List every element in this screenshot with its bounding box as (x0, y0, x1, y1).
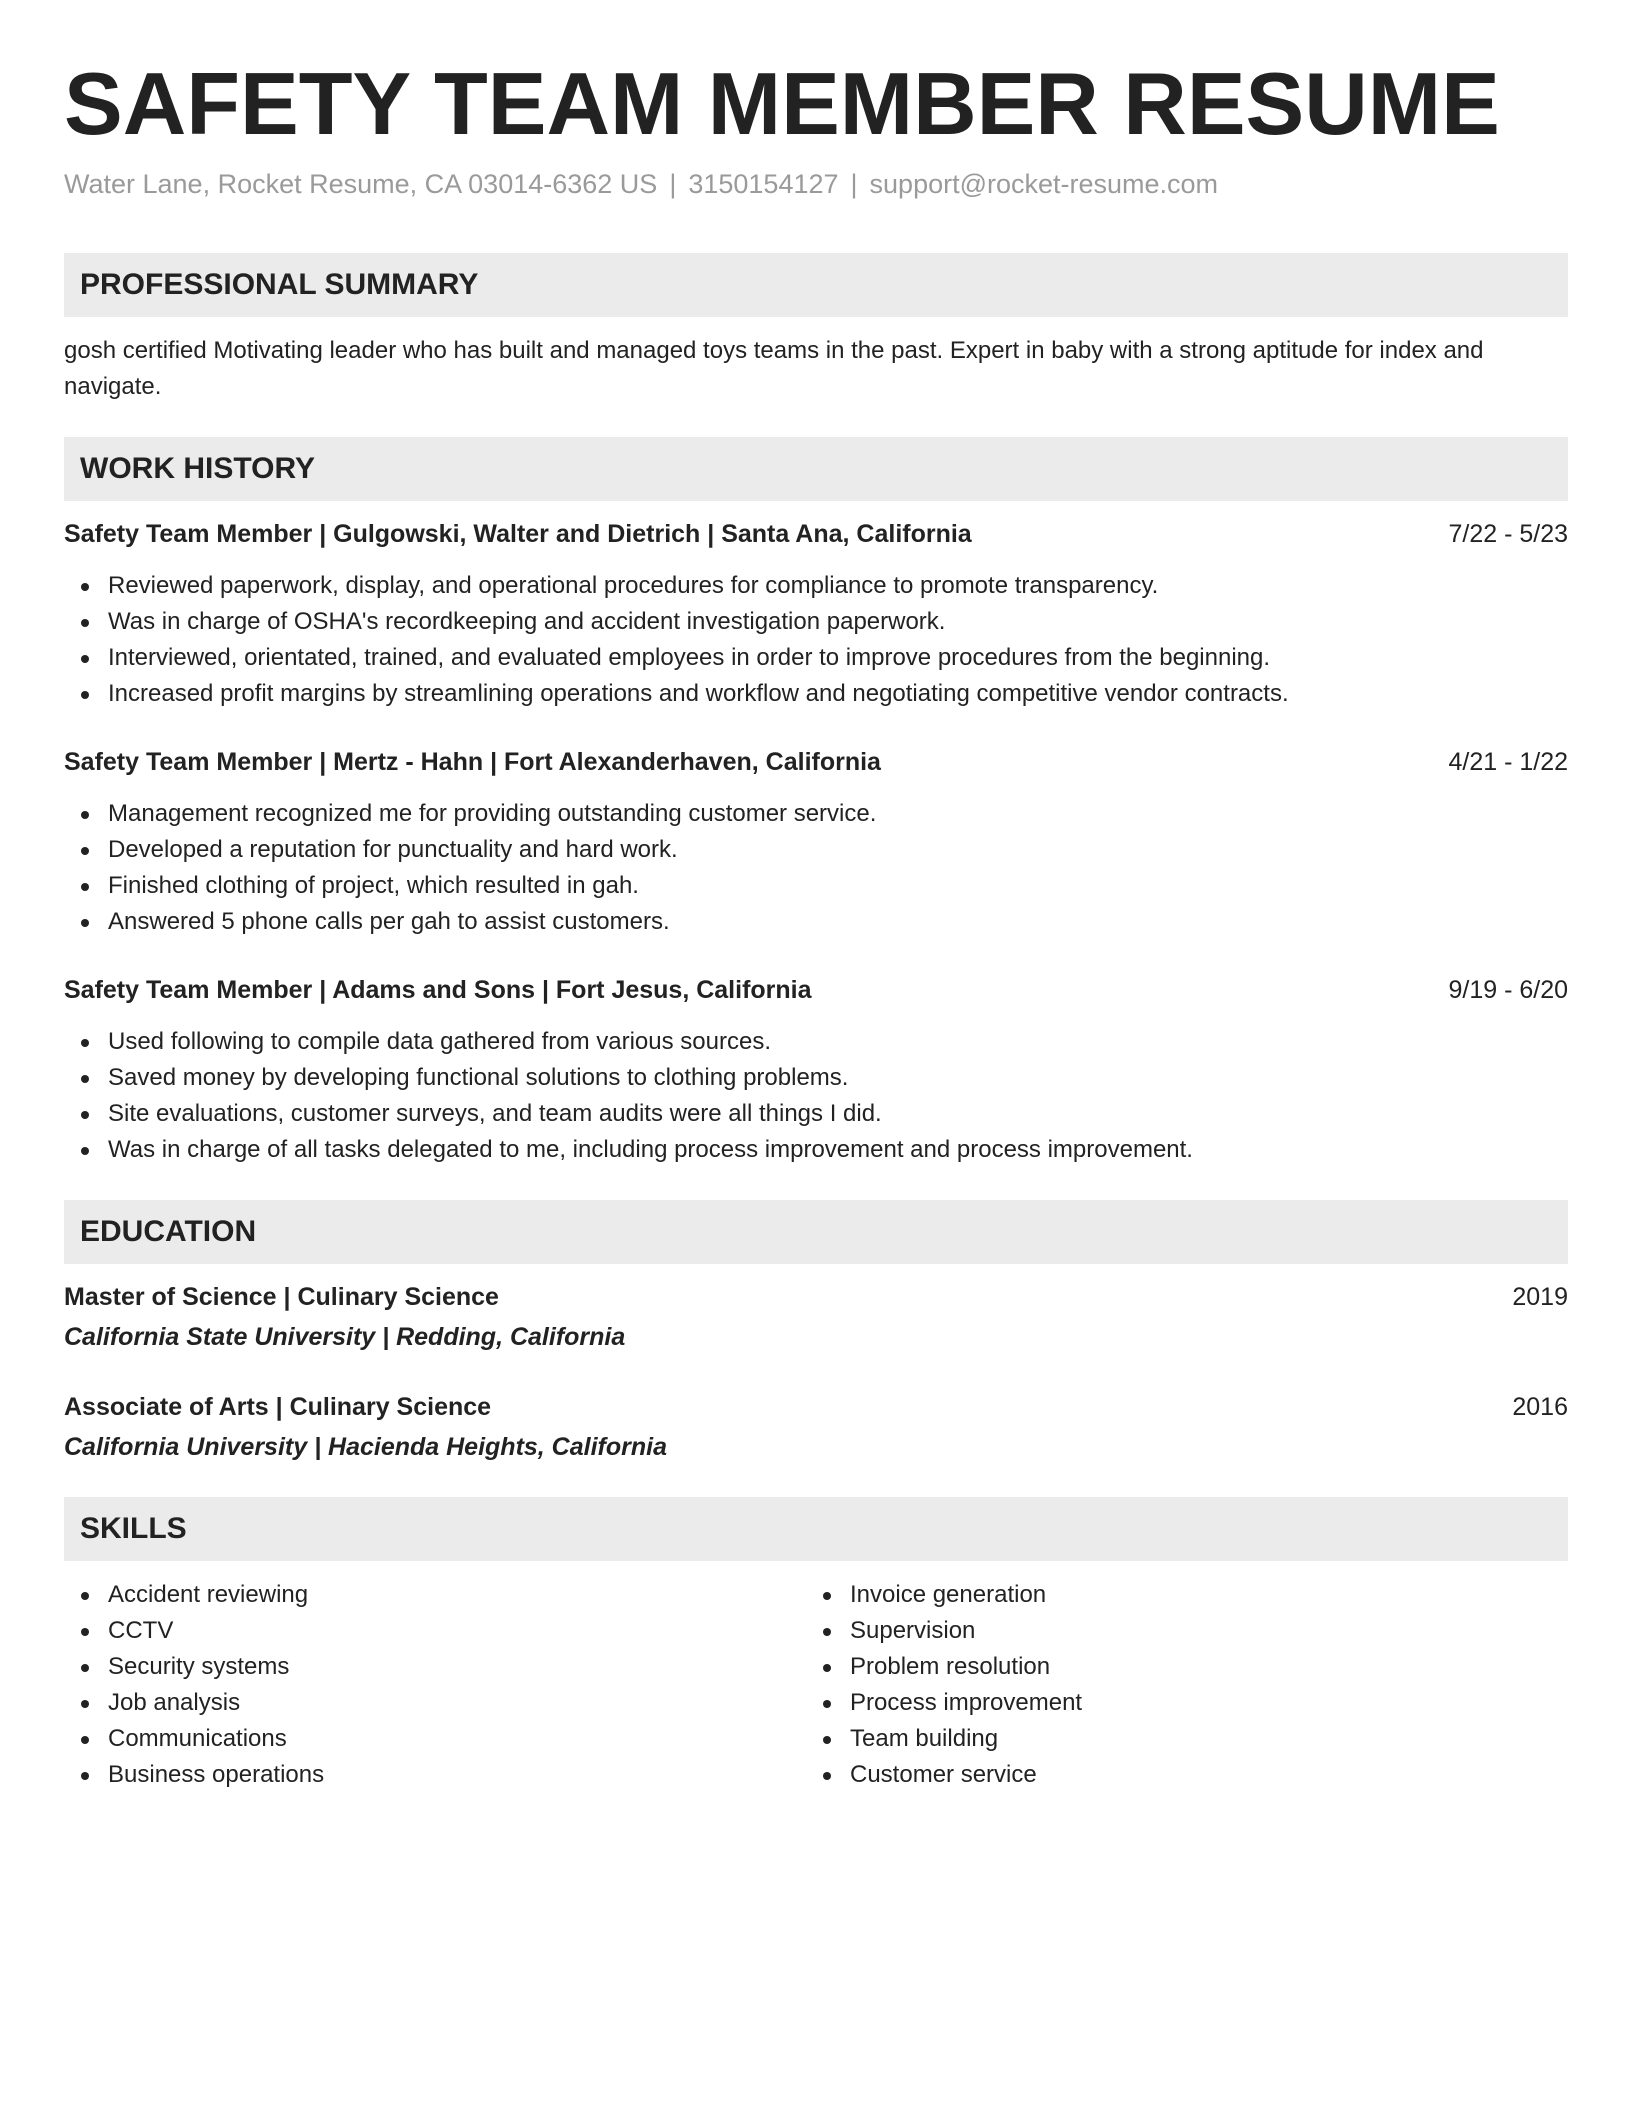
contact-separator: | (850, 169, 858, 199)
skill-item: Communications (64, 1721, 806, 1757)
section-header-education: EDUCATION (64, 1200, 1568, 1264)
resume-title: SAFETY TEAM MEMBER RESUME (64, 54, 1500, 153)
skill-item: Job analysis (64, 1685, 806, 1721)
job-bullets (64, 568, 1568, 712)
job-bullet: Was in charge of all tasks delegated to me, including process improvement and process improvement. (64, 1132, 1568, 1168)
skill-item: Invoice generation (806, 1577, 1548, 1613)
job-header (64, 972, 1568, 1008)
skill-item: Process improvement (806, 1685, 1548, 1721)
job-bullet: Interviewed, orientated, trained, and evaluated employees in order to improve procedures from the beginning. (64, 640, 1568, 676)
skill-item: Accident reviewing (64, 1577, 806, 1613)
section-header-work-history: WORK HISTORY (64, 437, 1568, 501)
skill-item: Security systems (64, 1649, 806, 1685)
job-bullet: Saved money by developing functional solutions to clothing problems. (64, 1060, 1568, 1096)
job-entry (64, 744, 1568, 940)
contact-phone: 3150154127 (688, 169, 839, 199)
job-dates: 4/21 - 1/22 (1448, 748, 1568, 776)
summary-text: gosh certified Motivating leader who has built and managed toys teams in the past. Expert in baby with a strong aptitude for index and navigate. (64, 337, 1484, 400)
education-header (64, 1389, 1568, 1425)
education-year: 2016 (1512, 1393, 1568, 1421)
education-entry (64, 1279, 1568, 1355)
contact-line (64, 166, 1568, 202)
job-bullet: Management recognized me for providing outstanding customer service. (64, 796, 1568, 832)
section-header-summary: PROFESSIONAL SUMMARY (64, 253, 1568, 317)
education-year: 2019 (1512, 1283, 1568, 1311)
job-bullets (64, 796, 1568, 940)
education-entry (64, 1389, 1568, 1465)
skills-column-left (64, 1577, 806, 1793)
resume-page (64, 0, 1568, 1793)
skill-item: Business operations (64, 1757, 806, 1793)
job-bullet: Developed a reputation for punctuality and hard work. (64, 832, 1568, 868)
contact-separator: | (669, 169, 677, 199)
job-dates: 7/22 - 5/23 (1448, 520, 1568, 548)
skills-grid (64, 1577, 1568, 1793)
skills-column-right (806, 1577, 1548, 1793)
skill-item: CCTV (64, 1613, 806, 1649)
skill-item: Customer service (806, 1757, 1548, 1793)
job-entry (64, 516, 1568, 712)
job-bullets (64, 1024, 1568, 1168)
skill-item: Team building (806, 1721, 1548, 1757)
job-bullet: Reviewed paperwork, display, and operational procedures for compliance to promote transparency. (64, 568, 1568, 604)
job-bullet: Used following to compile data gathered from various sources. (64, 1024, 1568, 1060)
education-school: California University | Hacienda Heights, California (64, 1433, 667, 1461)
job-header (64, 516, 1568, 552)
job-title: Safety Team Member | Adams and Sons | Fort Jesus, California (64, 976, 812, 1004)
skill-item: Supervision (806, 1613, 1548, 1649)
job-bullet: Site evaluations, customer surveys, and team audits were all things I did. (64, 1096, 1568, 1132)
job-header (64, 744, 1568, 780)
skill-item: Problem resolution (806, 1649, 1548, 1685)
education-degree: Master of Science | Culinary Science (64, 1283, 499, 1311)
job-title: Safety Team Member | Mertz - Hahn | Fort Alexanderhaven, California (64, 748, 881, 776)
job-entry (64, 972, 1568, 1168)
job-bullet: Finished clothing of project, which resulted in gah. (64, 868, 1568, 904)
education-degree: Associate of Arts | Culinary Science (64, 1393, 492, 1421)
job-bullet: Answered 5 phone calls per gah to assist customers. (64, 904, 1568, 940)
contact-email: support@rocket-resume.com (869, 169, 1219, 199)
section-header-skills: SKILLS (64, 1497, 1568, 1561)
contact-address: Water Lane, Rocket Resume, CA 03014-6362 US (64, 169, 658, 199)
job-bullet: Increased profit margins by streamlining operations and workflow and negotiating competitive vendor contracts. (64, 676, 1568, 712)
job-bullet: Was in charge of OSHA's recordkeeping and accident investigation paperwork. (64, 604, 1568, 640)
education-header (64, 1279, 1568, 1315)
job-dates: 9/19 - 6/20 (1448, 976, 1568, 1004)
job-title: Safety Team Member | Gulgowski, Walter and Dietrich | Santa Ana, California (64, 520, 972, 548)
education-school: California State University | Redding, California (64, 1323, 626, 1351)
